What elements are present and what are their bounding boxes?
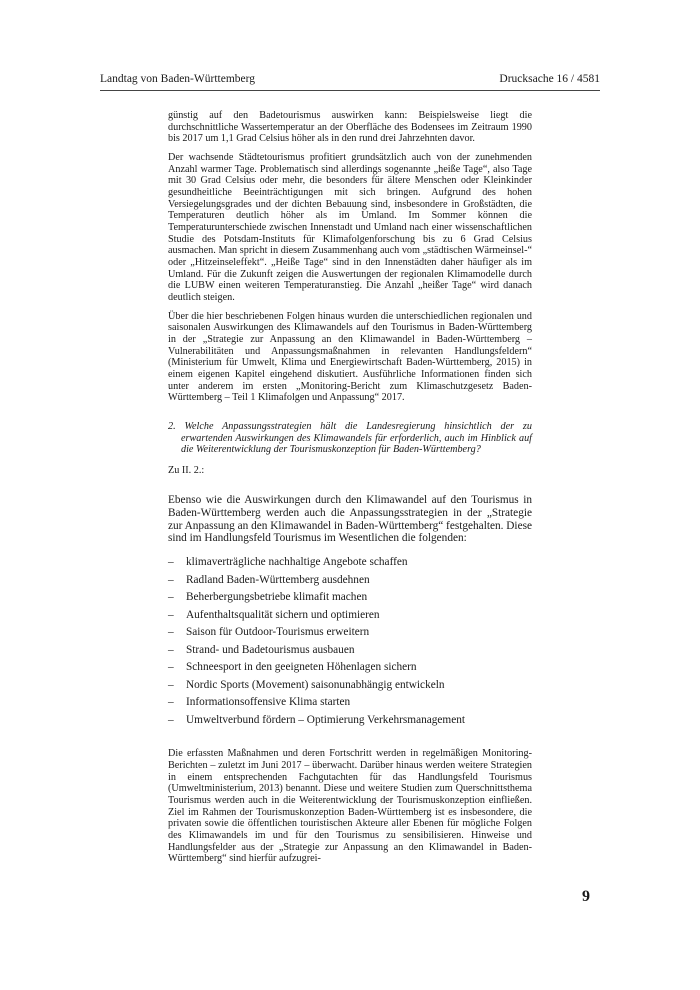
list-item-text: Radland Baden-Württemberg ausdehnen [186,573,370,586]
list-item [168,678,532,696]
list-item-text: Saison für Outdoor-Tourismus erweitern [186,626,370,639]
list-dash: – [168,696,174,709]
list-item-text: Umweltverbund fördern – Optimierung Verkehrsmanagement [186,713,465,726]
list-item-text: klimaverträgliche nachhaltige Angebote schaffen [186,556,408,569]
list-item [168,643,532,661]
list-dash: – [168,713,174,726]
page-number: 9 [582,888,590,905]
list-item [168,713,532,731]
list-item [168,660,532,678]
list-dash: – [168,626,174,639]
list-item [168,608,532,626]
list-dash: – [168,661,174,674]
list-item [168,555,532,573]
list-dash: – [168,608,174,621]
list-dash: – [168,643,174,656]
list-item-text: Strand- und Badetourismus ausbauen [186,643,355,656]
header-document-number: Drucksache 16 / 4581 [499,73,600,85]
list-dash: – [168,573,174,586]
list-item-text: Schneesport in den geeigneten Höhenlagen sichern [186,661,417,674]
list-item-text: Aufenthaltsqualität sichern und optimieren [186,608,380,621]
paragraph-staedtetourismus: Der wachsende Städtetourismus profitiert grundsätzlich auch von der zunehmenden Anzahl warmer Tage. Problematisch sind allerdings sogenannte „heiße Tage“, also Tage mit 30 Grad Celsius oder mehr, die besonders für ältere Menschen oder Kleinkinder gesundheitliche Beeinträchtigungen mit sich bringen. Aufgrund des hohen Versiegelungsgrades und der dichten Bebauung sind, insbesondere in Großstädten, die Temperaturen deutlich höher als im Umland. Im Sommer können die Temperaturunterschiede zwischen Innenstadt und Umland nach einer wissenschaftlichen Studie des Potsdam-Instituts für Klimafolgenforschung bis zu 6 Grad Celsius ausmachen. Man spricht in diesem Zusammenhang auch vom „städtischen Wärmeinsel-“ oder „Hitzeinseleffekt“. „Heiße Tage“ sind in den Innenstädten daher häufiger als im Umland. Für die Zukunft zeigen die Auswertungen der regionalen Klimamodelle durch die LUBW einen weiteren Temperaturanstieg. Die Anzahl „heißer Tage“ wird danach deutlich steigen. [168,152,532,304]
question-2: 2. Welche Anpassungsstrategien hält die Landesregierung hinsichtlich der zu erwartenden Auswirkungen des Klimawandels für erforderlich, auch im Hinblick auf die Weiterentwicklung der Tourismuskonzeption für Baden-Württemberg? [168,421,532,456]
page-content [168,110,532,872]
paragraph-bodensee: günstig auf den Badetourismus auswirken kann: Beispielsweise liegt die durchschnittliche Wassertemperatur an der Oberfläche des Bodensees im Zeitraum 1990 bis 2017 um 1,1 Grad Celsius höher als in den rund drei Jahrzehnten davor. [168,110,532,145]
list-item [168,695,532,713]
page-header [100,70,600,91]
header-parliament-name: Landtag von Baden-Württemberg [100,73,255,85]
paragraph-folgen: Über die hier beschriebenen Folgen hinaus wurden die unterschiedlichen regionalen und saisonalen Auswirkungen des Klimawandels auf den Tourismus in Baden-Württemberg in der „Strategie zur Anpassung an den Klimawandel in Baden-Württemberg – Vulnerabilitäten und Anpassungsmaßnahmen in relevanten Handlungsfeldern“ (Ministerium für Umwelt, Klima und Energiewirtschaft Baden-Württemberg, 2015) in einem eigenen Kapitel eingehend diskutiert. Ausführliche Informationen finden sich unter anderem im ersten „Monitoring-Bericht zum Klimaschutzgesetz Baden-Württemberg – Teil 1 Klimafolgen und Anpassung“ 2017. [168,310,532,404]
list-dash: – [168,591,174,604]
list-item-text: Beherbergungsbetriebe klimafit machen [186,591,368,604]
list-dash: – [168,556,174,569]
list-item-text: Informationsoffensive Klima starten [186,696,351,709]
list-item [168,590,532,608]
answer-heading: Zu II. 2.: [168,465,205,477]
list-dash: – [168,678,174,691]
list-item [168,573,532,591]
closing-paragraph: Die erfassten Maßnahmen und deren Fortschritt werden in regelmäßigen Monitoring-Berichten – zuletzt im Juni 2017 – überwacht. Darüber hinaus werden weitere Strategien in einem entsprechenden Fachgutachten für das Handlungsfeld Tourismus (Umweltministerium, 2013) benannt. Diese und weitere Studien zum Querschnittsthema Tourismus werden auch in die Weiterentwicklung der Tourismuskonzeption einfließen. Ziel im Rahmen der Tourismuskonzeption Baden-Württemberg ist es insbesondere, die privaten sowie die öffentlichen touristischen Akteure aller Ebenen für mögliche Folgen des Klimawandels im und für den Tourismus zu sensibilisieren. Hinweise und Handlungsfelder aus der „Strategie zur Anpassung an den Klimawandel in Baden-Württemberg“ sind hierfür aufzugrei- [168,748,532,865]
list-item [168,625,532,643]
measures-list [168,555,532,730]
answer-intro: Ebenso wie die Auswirkungen durch den Klimawandel auf den Tourismus in Baden-Württemberg werden auch die Anpassungsstrategien in der „Strategie zur Anpassung an den Klimawandel in Baden-Württemberg“ festgehalten. Diese sind im Handlungsfeld Tourismus im Wesentlichen die folgenden: [168,493,532,545]
list-item-text: Nordic Sports (Movement) saisonunabhängig entwickeln [186,678,445,691]
